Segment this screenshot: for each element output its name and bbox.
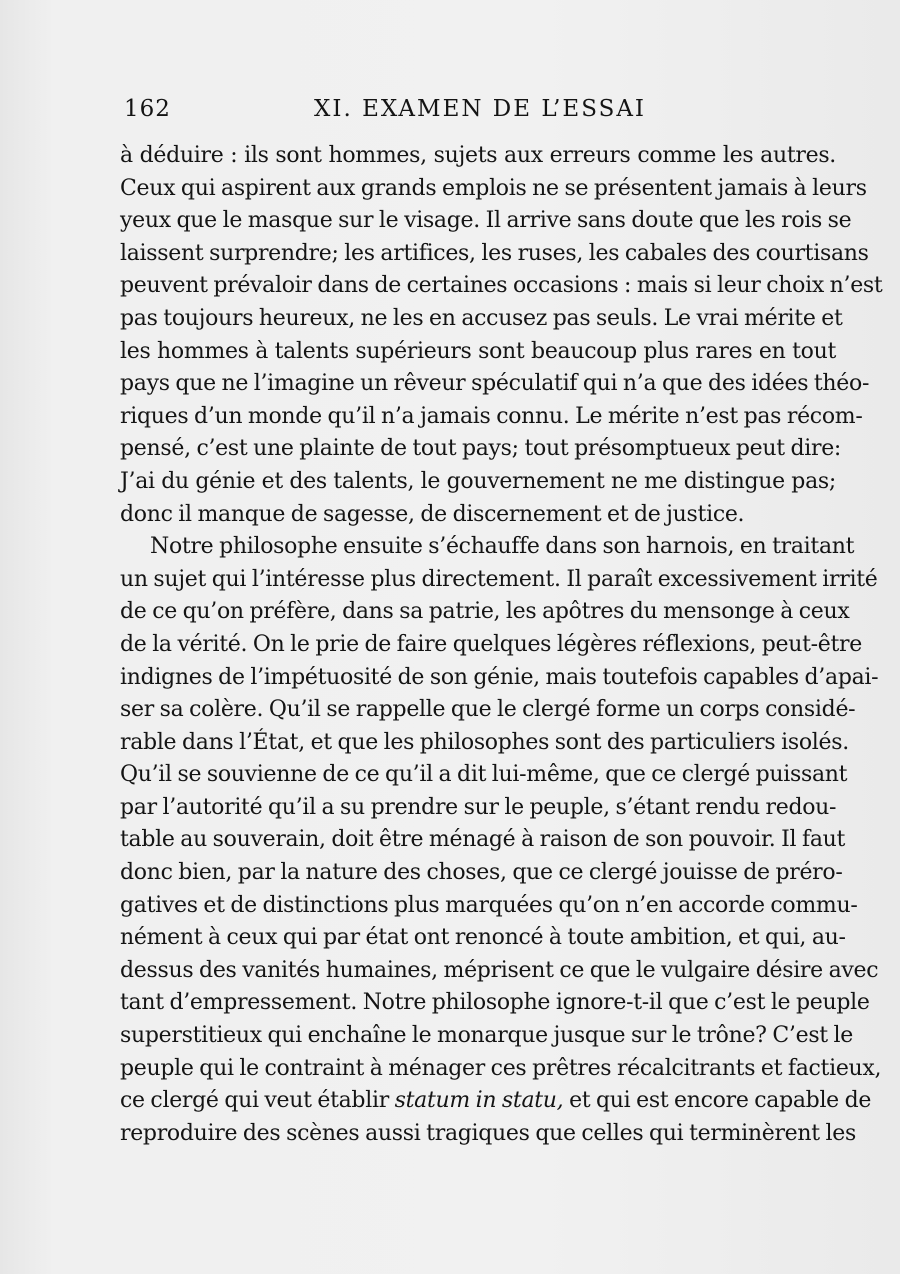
text-line: yeux que le masque sur le visage. Il arrive sans doute que les rois se bbox=[120, 208, 852, 234]
text-line: pays que ne l’imagine un rêveur spéculatif qui n’a que des idées théo- bbox=[120, 371, 870, 397]
body-text bbox=[120, 140, 883, 1150]
text-line: ser sa colère. Qu’il se rappelle que le clergé forme un corps considé- bbox=[120, 697, 856, 723]
text-line: pensé, c’est une plainte de tout pays; tout présomptueux peut dire: bbox=[120, 436, 842, 462]
text-segment: ce clergé qui veut établir bbox=[120, 1088, 395, 1114]
text-line: riques d’un monde qu’il n’a jamais connu. Le mérite n’est pas récom- bbox=[120, 403, 863, 429]
page-number: 162 bbox=[124, 96, 171, 122]
text-line: pas toujours heureux, ne les en accusez pas seuls. Le vrai mérite et bbox=[120, 305, 843, 331]
text-line: peuple qui le contraint à ménager ces prêtres récalcitrants et factieux, bbox=[120, 1055, 882, 1081]
text-line: rable dans l’État, et que les philosophes sont des particuliers isolés. bbox=[120, 729, 849, 755]
text-line: à déduire : ils sont hommes, sujets aux erreurs comme les autres. bbox=[120, 143, 836, 168]
text-line: laissent surprendre; les artifices, les ruses, les cabales des courtisans bbox=[120, 240, 869, 266]
text-line: Notre philosophe ensuite s’échauffe dans son harnois, en traitant bbox=[150, 534, 855, 560]
text-segment: et qui est encore capable de bbox=[563, 1088, 872, 1114]
page-header bbox=[124, 96, 840, 136]
text-line: un sujet qui l’intéresse plus directement. Il paraît excessivement irrité bbox=[120, 566, 878, 592]
text-line: Ceux qui aspirent aux grands emplois ne se présentent jamais à leurs bbox=[120, 175, 867, 201]
text-line: superstitieux qui enchaîne le monarque jusque sur le trône? C’est le bbox=[120, 1023, 853, 1049]
text-line: par l’autorité qu’il a su prendre sur le peuple, s’étant rendu redou- bbox=[120, 794, 837, 820]
text-line: les hommes à talents supérieurs sont beaucoup plus rares en tout bbox=[120, 338, 836, 364]
text-line: table au souverain, doit être ménagé à raison de son pouvoir. Il faut bbox=[120, 827, 846, 853]
text-line bbox=[120, 1085, 872, 1118]
text-line: indignes de l’impétuosité de son génie, mais toutefois capables d’apai- bbox=[120, 664, 879, 690]
running-head: XI. EXAMEN DE L’ESSAI bbox=[314, 96, 647, 122]
text-line: donc il manque de sagesse, de discernement et de justice. bbox=[120, 501, 745, 527]
text-line: de ce qu’on préfère, dans sa patrie, les apôtres du mensonge à ceux bbox=[120, 599, 850, 625]
text-line: dessus des vanités humaines, méprisent ce que le vulgaire désire avec bbox=[120, 957, 879, 983]
text-line: J’ai du génie et des talents, le gouvernement ne me distingue pas; bbox=[120, 468, 836, 494]
text-line: peuvent prévaloir dans de certaines occasions : mais si leur choix n’est bbox=[120, 273, 883, 299]
text-line: gatives et de distinctions plus marquées qu’on n’en accorde commu- bbox=[120, 892, 858, 918]
text-line: donc bien, par la nature des choses, que ce clergé jouisse de préro- bbox=[120, 860, 843, 886]
text-line: de la vérité. On le prie de faire quelques légères réflexions, peut-être bbox=[120, 631, 862, 657]
italic-latin-phrase: statum in statu, bbox=[394, 1088, 564, 1114]
text-line: tant d’empressement. Notre philosophe ignore-t-il que c’est le peuple bbox=[120, 990, 870, 1016]
text-line: Qu’il se souvienne de ce qu’il a dit lui-même, que ce clergé puissant bbox=[120, 762, 848, 788]
text-line: reproduire des scènes aussi tragiques que celles qui terminèrent les bbox=[120, 1120, 856, 1146]
text-line: nément à ceux qui par état ont renoncé à toute ambition, et qui, au- bbox=[120, 925, 846, 951]
